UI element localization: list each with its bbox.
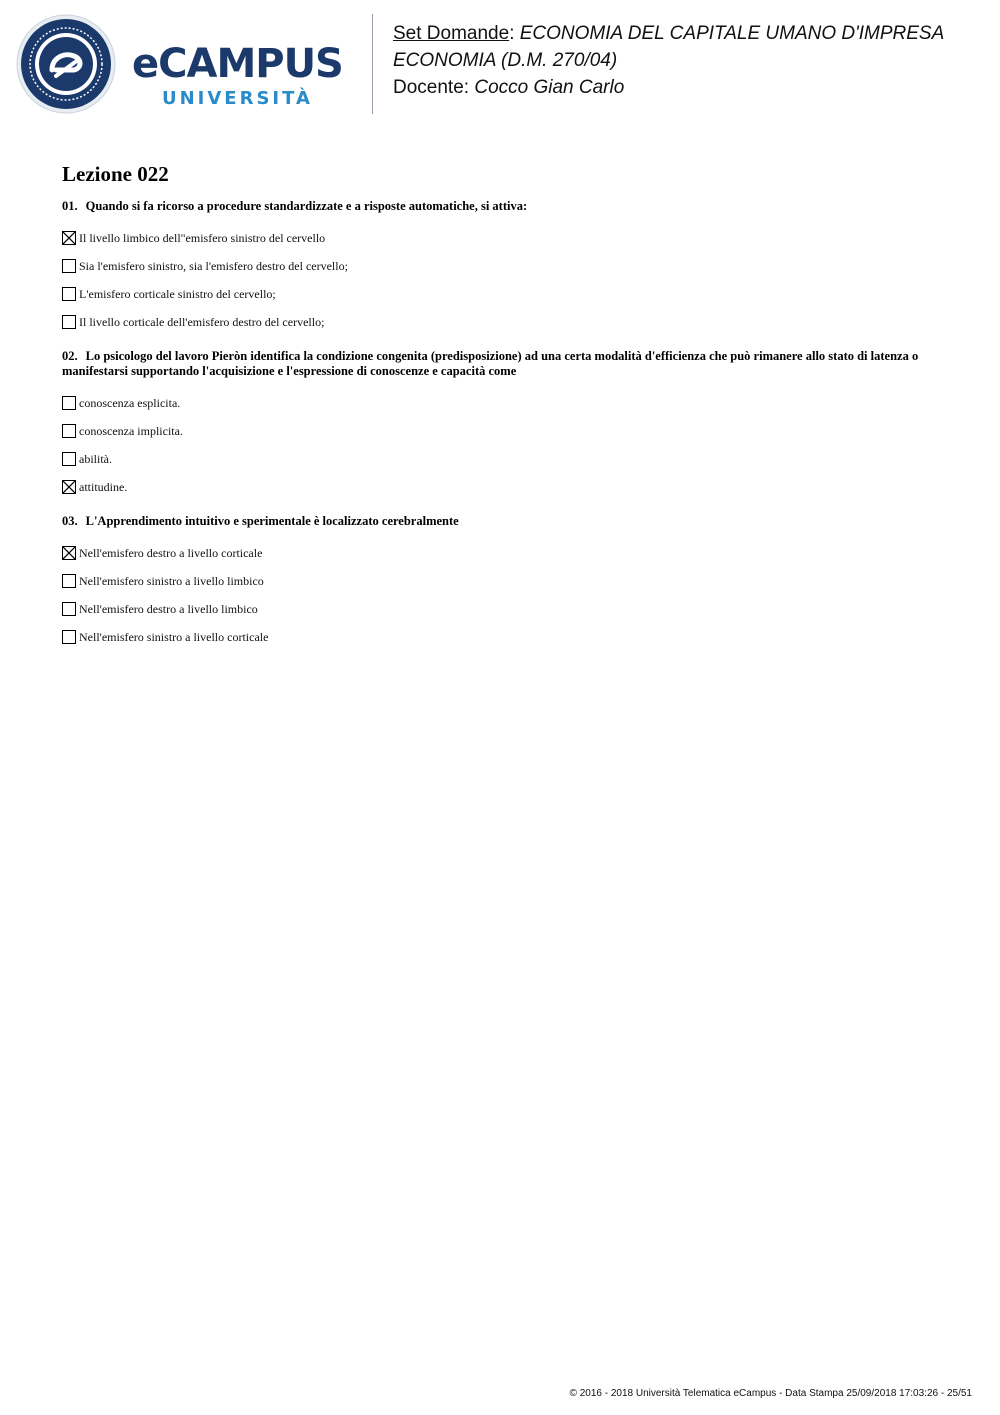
answer-label: Nell'emisfero sinistro a livello limbico xyxy=(79,574,264,588)
answer-label: attitudine. xyxy=(79,480,128,494)
question-02 xyxy=(62,349,942,501)
question-body: L'Apprendimento intuitivo e sperimentale è localizzato cerebralmente xyxy=(85,514,459,528)
set-label: Set Domande xyxy=(393,23,510,44)
answer-label: Sia l'emisfero sinistro, sia l'emisfero destro del cervello; xyxy=(79,259,348,273)
teacher-label: Docente xyxy=(393,77,464,98)
answer-list xyxy=(62,224,942,336)
ecampus-logo xyxy=(132,40,362,120)
lesson-title: Lezione 022 xyxy=(62,162,169,186)
question-03 xyxy=(62,514,942,651)
question-text xyxy=(62,349,942,379)
answer-label: conoscenza implicita. xyxy=(79,424,183,438)
answer-option[interactable] xyxy=(62,567,942,595)
question-number: 02. xyxy=(62,349,78,363)
unchecked-checkbox-icon[interactable] xyxy=(62,396,76,410)
unchecked-checkbox-icon[interactable] xyxy=(62,602,76,616)
question-number: 03. xyxy=(62,514,78,528)
course-line-1 xyxy=(393,20,983,47)
answer-option[interactable] xyxy=(62,539,942,567)
answer-option[interactable] xyxy=(62,417,942,445)
question-text xyxy=(62,199,942,214)
answer-label: Il livello limbico dell"emisfero sinistro del cervello xyxy=(79,231,326,245)
answer-option[interactable] xyxy=(62,389,942,417)
question-body: Lo psicologo del lavoro Pieròn identifica la condizione congenita (predisposizione) ad una certa modalità d'efficienza che può rimanere allo stato di latenza o manifestarsi supportando l'acquisizione e l'espressione di conoscenze e capacità come xyxy=(62,349,919,378)
set-colon: : xyxy=(509,23,520,44)
header-divider xyxy=(372,14,373,114)
page-header xyxy=(0,0,1000,130)
question-text xyxy=(62,514,942,529)
teacher-colon: : xyxy=(463,77,475,98)
page-footer: © 2016 - 2018 Università Telematica eCampus - Data Stampa 25/09/2018 17:03:26 - 25/51 xyxy=(569,1388,972,1399)
answer-option[interactable] xyxy=(62,473,942,501)
unchecked-checkbox-icon[interactable] xyxy=(62,315,76,329)
answer-label: Nell'emisfero sinistro a livello corticale xyxy=(79,630,269,644)
unchecked-checkbox-icon[interactable] xyxy=(62,452,76,466)
unchecked-checkbox-icon[interactable] xyxy=(62,259,76,273)
answer-option[interactable] xyxy=(62,252,942,280)
logo-brand: eCAMPUS xyxy=(132,41,343,87)
question-01 xyxy=(62,199,942,336)
unchecked-checkbox-icon[interactable] xyxy=(62,287,76,301)
answer-list xyxy=(62,389,942,501)
answer-option[interactable] xyxy=(62,280,942,308)
answer-label: L'emisfero corticale sinistro del cervello; xyxy=(79,287,276,301)
checked-checkbox-icon[interactable] xyxy=(62,546,76,560)
course-meta xyxy=(393,20,983,101)
answer-option[interactable] xyxy=(62,308,942,336)
answer-option[interactable] xyxy=(62,595,942,623)
answer-list xyxy=(62,539,942,651)
answer-label: Nell'emisfero destro a livello limbico xyxy=(79,602,258,616)
question-number: 01. xyxy=(62,199,78,213)
answer-option[interactable] xyxy=(62,445,942,473)
university-seal-icon xyxy=(16,14,116,114)
answer-option[interactable] xyxy=(62,623,942,651)
unchecked-checkbox-icon[interactable] xyxy=(62,574,76,588)
answer-option[interactable] xyxy=(62,224,942,252)
answer-label: Nell'emisfero destro a livello corticale xyxy=(79,546,263,560)
unchecked-checkbox-icon[interactable] xyxy=(62,630,76,644)
answer-label: abilità. xyxy=(79,452,112,466)
course-line-2: ECONOMIA (D.M. 270/04) xyxy=(393,50,618,71)
logo-subtitle: UNIVERSITÀ xyxy=(162,88,313,109)
unchecked-checkbox-icon[interactable] xyxy=(62,424,76,438)
teacher-line xyxy=(393,74,983,101)
answer-label: conoscenza esplicita. xyxy=(79,396,181,410)
answer-label: Il livello corticale dell'emisfero destro del cervello; xyxy=(79,315,325,329)
checked-checkbox-icon[interactable] xyxy=(62,231,76,245)
checked-checkbox-icon[interactable] xyxy=(62,480,76,494)
teacher-name: Cocco Gian Carlo xyxy=(474,77,625,98)
course-title: ECONOMIA DEL CAPITALE UMANO D'IMPRESA xyxy=(519,23,945,44)
question-body: Quando si fa ricorso a procedure standardizzate e a risposte automatiche, si attiva: xyxy=(85,199,528,213)
